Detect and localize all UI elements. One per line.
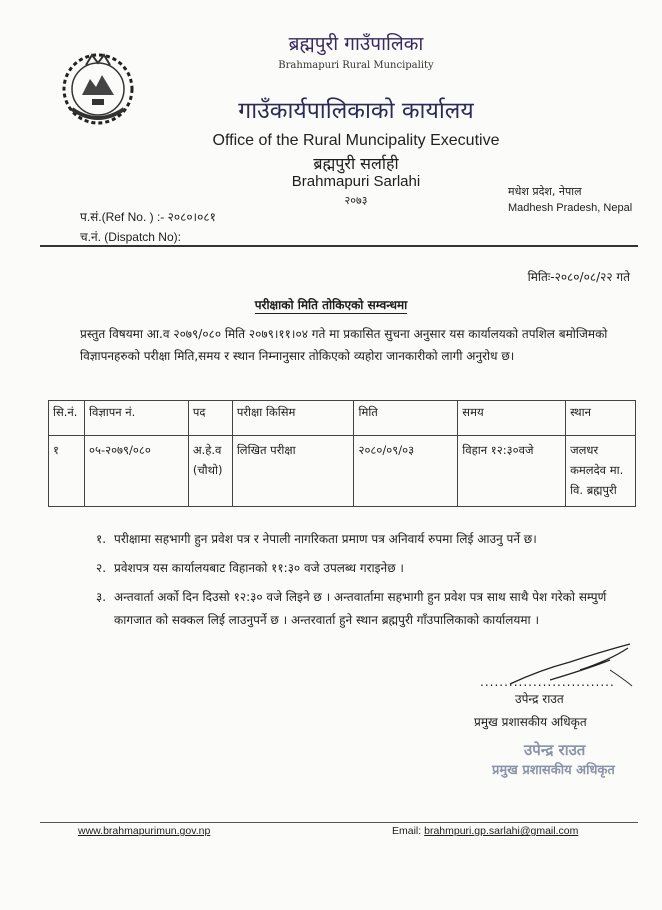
list-item [96,586,636,632]
footer-divider [40,822,638,823]
note-number: २. [96,561,107,575]
np-municipality-title: ब्रह्मपुरी गाउँपालिका [288,33,424,55]
table-cell: विहान १२:३०वजे [458,436,566,507]
ref-number: प.सं.(Ref No. ) :- २०८०।०८१ [80,210,216,224]
en-office-title: Office of the Rural Muncipality Executive [212,132,500,149]
en-place: Brahmapuri Sarlahi [291,173,421,190]
email-label: Email: [392,825,422,837]
np-office-title: गाउँकार्यपालिकाको कार्यालय [238,98,474,124]
email-link[interactable]: brahmpuri.gp.sarlahi@gmail.com [424,825,579,837]
footer-email [392,825,578,837]
col-header: विज्ञापन नं. [84,401,188,436]
nepal-emblem-icon [58,45,138,133]
note-text: अन्तवार्ता अर्को दिन दिउसो १२:३० वजे लिइने छ । अन्तवार्तामा सहभागी हुन प्रवेश पत्र साथ साथै पेश गरेको सम्पुर्ण कागजात को सक्कल लिई लाउनुपर्ने छ । अन्तरवार्ता हुने स्थान ब्रह्मपुरी गाँउपालिकाको कार्यालयमा । [114,590,607,627]
col-header: स्थान [566,401,636,436]
table-cell: लिखित परीक्षा [232,436,354,507]
table-cell: २०८०/०९/०३ [354,436,458,507]
list-item [96,557,636,580]
stamp-name: उपेन्द्र राउत [524,741,586,759]
letter-subject [0,296,662,313]
dispatch-number: च.नं. (Dispatch No): [80,230,181,244]
signature-line: ............................ [480,675,615,689]
exam-schedule-table [48,400,636,507]
col-header: समय [458,401,566,436]
col-header: पद [188,401,232,436]
note-number: १. [96,532,107,546]
header-divider [40,245,638,247]
letter-date: मितिः-२०८०/०८/२२ गते [527,270,630,284]
np-place: ब्रह्मपुरी सर्लाही [313,154,399,173]
table-row [49,436,636,507]
table-cell: १ [49,436,85,507]
np-year: २०७३ [344,194,368,207]
website-link[interactable]: www.brahmapurimun.gov.np [78,825,211,837]
table-cell: अ.हे.व (चौथो) [188,436,232,507]
table-cell: ०५-२०७९/०८० [84,436,188,507]
letter-body: प्रस्तुत विषयमा आ.व २०७९/०८० मिति २०७९।११।०४ गते मा प्रकासित सुचना अनुसार यस कार्यालयको तपशिल बमोजिमको विज्ञापनहरुको परीक्षा मिति,समय र स्थान निम्नानुसार तोकिएको व्यहोरा जानकारीको लागी अनुरोध छ। [80,327,608,363]
table-cell: जलधर कमलदेव मा. वि. ब्रह्मपुरी [566,436,636,507]
note-text: प्रवेशपत्र यस कार्यालयबाट विहानको ११:३० वजे उपलब्ध गराइनेछ । [114,561,404,575]
col-header: मिति [354,401,458,436]
signatory-title: प्रमुख प्रशासकीय अधिकृत [474,715,587,729]
col-header: परीक्षा किसिम [232,401,354,436]
list-item [96,528,636,551]
table-header-row [49,401,636,436]
note-number: ३. [96,590,107,604]
col-header: सि.नं. [49,401,85,436]
province-en: Madhesh Pradesh, Nepal [508,202,633,214]
province-np: मधेश प्रदेश, नेपाल [508,185,582,198]
signatory-name: उपेन्द्र राउत [515,692,564,706]
notes-list [96,528,636,638]
note-text: परीक्षामा सहभागी हुन प्रवेश पत्र र नेपाली नागरिकता प्रमाण पत्र अनिवार्य रुपमा लिई आउनु पर्ने छ। [114,532,537,546]
stamp-title: प्रमुख प्रशासकीय अधिकृत [492,763,615,778]
en-municipality-subtitle: Brahmapuri Rural Muncipality [278,60,434,71]
subject-text: परीक्षाको मिति तोकिएको सम्वन्धमा [254,298,408,312]
